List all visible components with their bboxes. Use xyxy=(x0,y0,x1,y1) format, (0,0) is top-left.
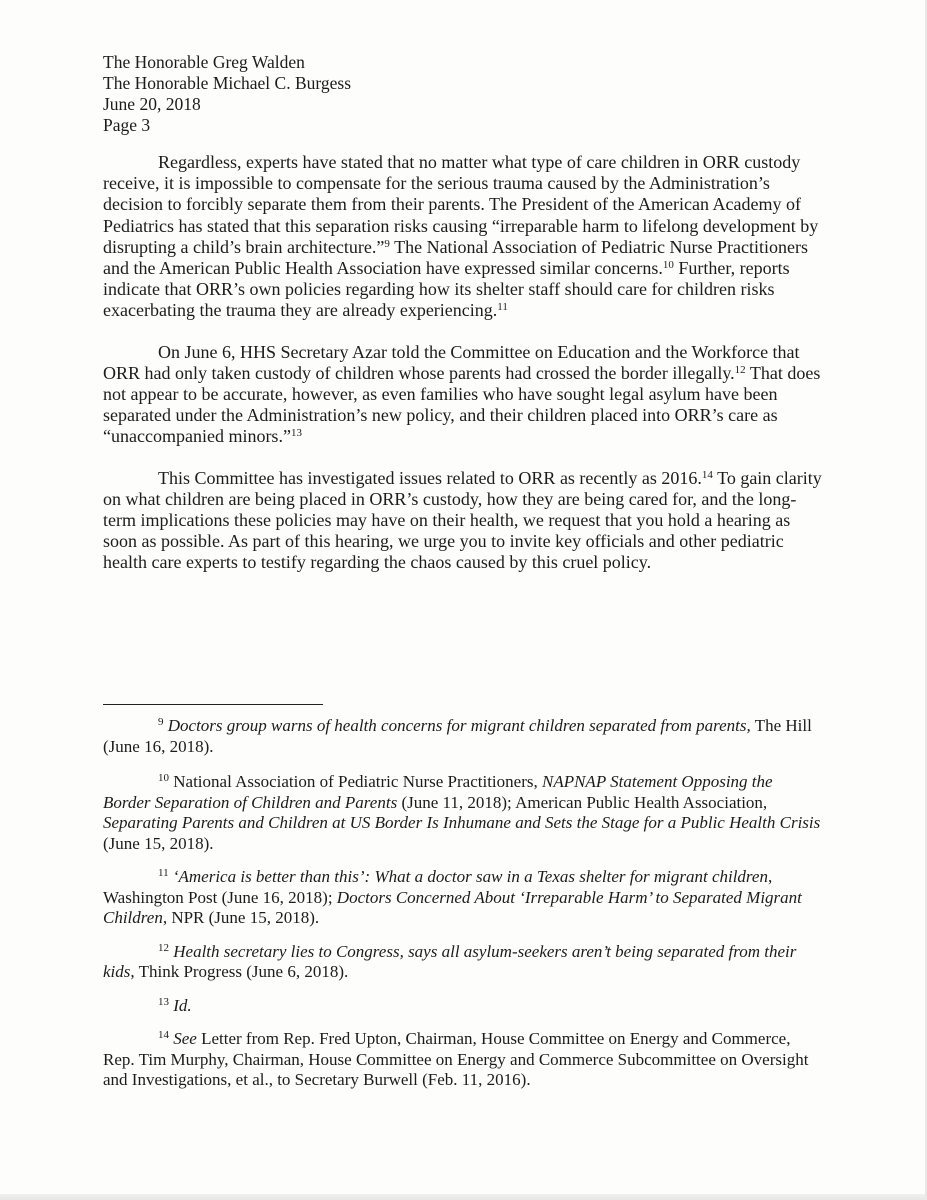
footnote-ref-12[interactable]: 12 xyxy=(734,363,746,376)
footnote-9 xyxy=(103,716,823,757)
footnote-title: Doctors group warns of health concerns for migrant children separated from parents, xyxy=(167,716,751,735)
text-span: , NPR (June 15, 2018). xyxy=(162,908,320,927)
body-paragraph-1 xyxy=(103,152,823,322)
text-span: This Committee has investigated issues related to ORR as recently as 2016. xyxy=(158,467,702,488)
letter-body xyxy=(103,152,823,594)
footnote-title: NAPNAP Statement Opposing the Border Separation of Children and Parents xyxy=(103,772,773,812)
addressee-line-2: The Honorable Michael C. Burgess xyxy=(103,73,352,93)
text-span: The National Association of Pediatric Nurse Practitioners and the American Public Health Association have expressed similar concerns. xyxy=(103,236,808,279)
footnote-number: 14 xyxy=(158,1029,169,1041)
letter-header xyxy=(103,52,351,136)
footnote-11 xyxy=(103,867,823,929)
scan-edge-bottom xyxy=(0,1194,927,1200)
text-span: , Washington Post (June 16, 2018); xyxy=(103,867,773,907)
text-span: On June 6, HHS Secretary Azar told the Committee on Education and the Workforce that ORR had only taken custody of children whose parents had crossed the border illegally. xyxy=(103,341,800,383)
footnote-ref-13[interactable]: 13 xyxy=(290,427,302,440)
footnote-number: 9 xyxy=(158,716,164,728)
footnote-title: Doctors Concerned About ‘Irreparable Harm’ to Separated Migrant Children xyxy=(103,887,802,927)
text-span: (June 11, 2018); American Public Health Association, xyxy=(397,792,768,812)
text-span: Letter from Rep. Fred Upton, Chairman, House Committee on Energy and Commerce, Rep. Tim Murphy, Chairman, House Committee on Energy and Commerce Subcommittee on Oversight and Investigations, et al., to Secretary Burwell (Feb. 11, 2016). xyxy=(103,1029,809,1089)
footnote-ref-14[interactable]: 14 xyxy=(701,468,713,481)
text-span: (June 15, 2018). xyxy=(103,833,214,853)
text-span: To gain clarity on what children are being placed in ORR’s custody, how they are being cared for, and the long-term implications these policies may have on their health, we request that you hold a hearing as soon as possible. As part of this hearing, we urge you to invite key officials and other pediatric health care experts to testify regarding the chaos caused by this cruel policy. xyxy=(103,467,822,573)
addressee-line-1: The Honorable Greg Walden xyxy=(103,52,305,72)
footnote-ref-10[interactable]: 10 xyxy=(662,259,674,272)
footnote-title: ‘America is better than this’: What a doctor saw in a Texas shelter for migrant children xyxy=(172,867,768,886)
text-span: National Association of Pediatric Nurse Practitioners, xyxy=(173,772,542,791)
letter-date: June 20, 2018 xyxy=(103,94,201,114)
footnote-divider xyxy=(103,704,323,705)
footnote-ref-11[interactable]: 11 xyxy=(497,301,508,314)
footnote-title: Separating Parents and Children at US Border Is Inhumane and Sets the Stage for a Public Health Crisis xyxy=(103,813,821,832)
footnote-title: See xyxy=(173,1029,197,1048)
footnote-number: 13 xyxy=(158,995,169,1008)
footnote-number: 12 xyxy=(158,941,169,954)
footnote-title: Health secretary lies to Congress, says all asylum-seekers aren’t being separated from their kids xyxy=(103,941,797,981)
text-span: , Think Progress (June 6, 2018). xyxy=(130,962,349,981)
body-paragraph-2 xyxy=(103,342,823,448)
footnote-title: Id. xyxy=(173,995,192,1015)
page-number: Page 3 xyxy=(103,115,151,135)
footnote-number: 11 xyxy=(158,867,169,879)
footnote-number: 10 xyxy=(158,772,169,784)
footnotes xyxy=(103,716,823,1104)
footnote-ref-9[interactable]: 9 xyxy=(384,237,390,250)
footnote-14 xyxy=(103,1029,823,1091)
footnote-10 xyxy=(103,772,823,854)
footnote-13 xyxy=(103,996,823,1017)
text-span: Further, reports indicate that ORR’s own policies regarding how its shelter staff should care for children risks exacerbating the trauma they are already experiencing. xyxy=(103,258,790,321)
body-paragraph-3 xyxy=(103,468,823,574)
text-span: That does not appear to be accurate, however, as even families who have sought legal asylum have been separated under the Administration’s new policy, and their children placed into ORR’s care as “unaccompanied minors.” xyxy=(103,362,821,447)
footnote-12 xyxy=(103,942,823,983)
text-span: The Hill (June 16, 2018). xyxy=(103,716,812,756)
text-span: Regardless, experts have stated that no matter what type of care children in ORR custody receive, it is impossible to compensate for the serious trauma caused by the Administration’s decision to forcibly separate them from their parents. The President of the American Academy of Pediatrics has stated that this separation risks causing “irreparable harm to lifelong development by disrupting a child’s brain architecture.” xyxy=(103,152,819,257)
